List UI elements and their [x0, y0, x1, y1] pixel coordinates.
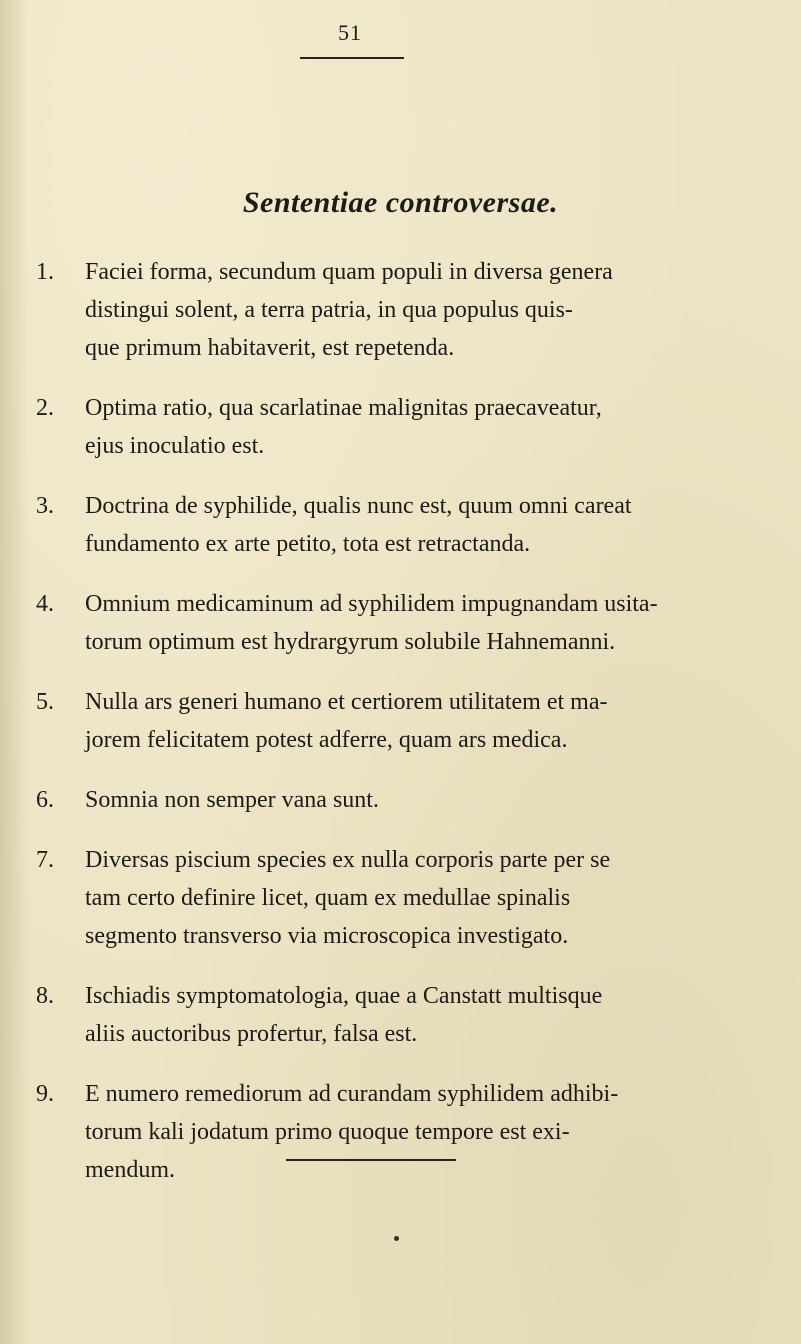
thesis-text-line: distingui solent, a terra patria, in qua populus quis-: [85, 297, 573, 323]
thesis-item: [36, 977, 766, 1053]
thesis-text-line: E numero remediorum ad curandam syphilidem adhibi-: [85, 1081, 619, 1107]
thesis-number: 4.: [36, 591, 54, 617]
closing-rule: [286, 1159, 456, 1161]
thesis-text-line: jorem felicitatem potest adferre, quam ars medica.: [85, 727, 568, 753]
thesis-text-line: Somnia non semper vana sunt.: [85, 787, 379, 813]
thesis-text-line: mendum.: [85, 1157, 175, 1183]
thesis-item: [36, 683, 766, 759]
thesis-item: [36, 841, 766, 955]
thesis-number: 8.: [36, 983, 54, 1009]
thesis-text-line: que primum habitaverit, est repetenda.: [85, 335, 455, 361]
thesis-text-line: Diversas piscium species ex nulla corporis parte per se: [85, 847, 611, 873]
thesis-number: 5.: [36, 689, 54, 715]
section-heading: Sententiae controversae.: [242, 186, 559, 219]
thesis-text-line: segmento transverso via microscopica investigato.: [85, 923, 569, 949]
thesis-item: [36, 1075, 766, 1189]
thesis-text-line: Faciei forma, secundum quam populi in diversa genera: [85, 259, 613, 285]
thesis-text-line: tam certo definire licet, quam ex medullae spinalis: [85, 885, 571, 911]
thesis-number: 1.: [36, 259, 54, 285]
thesis-text-line: aliis auctoribus profertur, falsa est.: [85, 1021, 418, 1047]
ink-speck: [394, 1236, 399, 1241]
thesis-item: [36, 781, 766, 819]
thesis-text-line: Optima ratio, qua scarlatinae malignitas praecaveatur,: [85, 395, 602, 421]
thesis-number: 6.: [36, 787, 54, 813]
thesis-text-line: Omnium medicaminum ad syphilidem impugnandam usita-: [85, 591, 658, 617]
thesis-text-line: torum kali jodatum primo quoque tempore est exi-: [85, 1119, 570, 1145]
thesis-text-line: torum optimum est hydrargyrum solubile Hahnemanni.: [85, 629, 616, 655]
thesis-number: 2.: [36, 395, 54, 421]
page-number-rule: [300, 57, 404, 59]
thesis-number: 9.: [36, 1081, 54, 1107]
thesis-text-line: Doctrina de syphilide, qualis nunc est, quum omni careat: [85, 493, 632, 519]
thesis-list: [36, 253, 766, 1211]
thesis-text-line: Nulla ars generi humano et certiorem utilitatem et ma-: [85, 689, 608, 715]
thesis-item: [36, 389, 766, 465]
page-number: 51: [338, 20, 362, 45]
thesis-number: 7.: [36, 847, 54, 873]
thesis-text-line: fundamento ex arte petito, tota est retractanda.: [85, 531, 531, 557]
thesis-item: [36, 253, 766, 367]
thesis-item: [36, 487, 766, 563]
thesis-item: [36, 585, 766, 661]
thesis-number: 3.: [36, 493, 54, 519]
thesis-text-line: ejus inoculatio est.: [85, 433, 265, 459]
thesis-text-line: Ischiadis symptomatologia, quae a Canstatt multisque: [85, 983, 603, 1009]
